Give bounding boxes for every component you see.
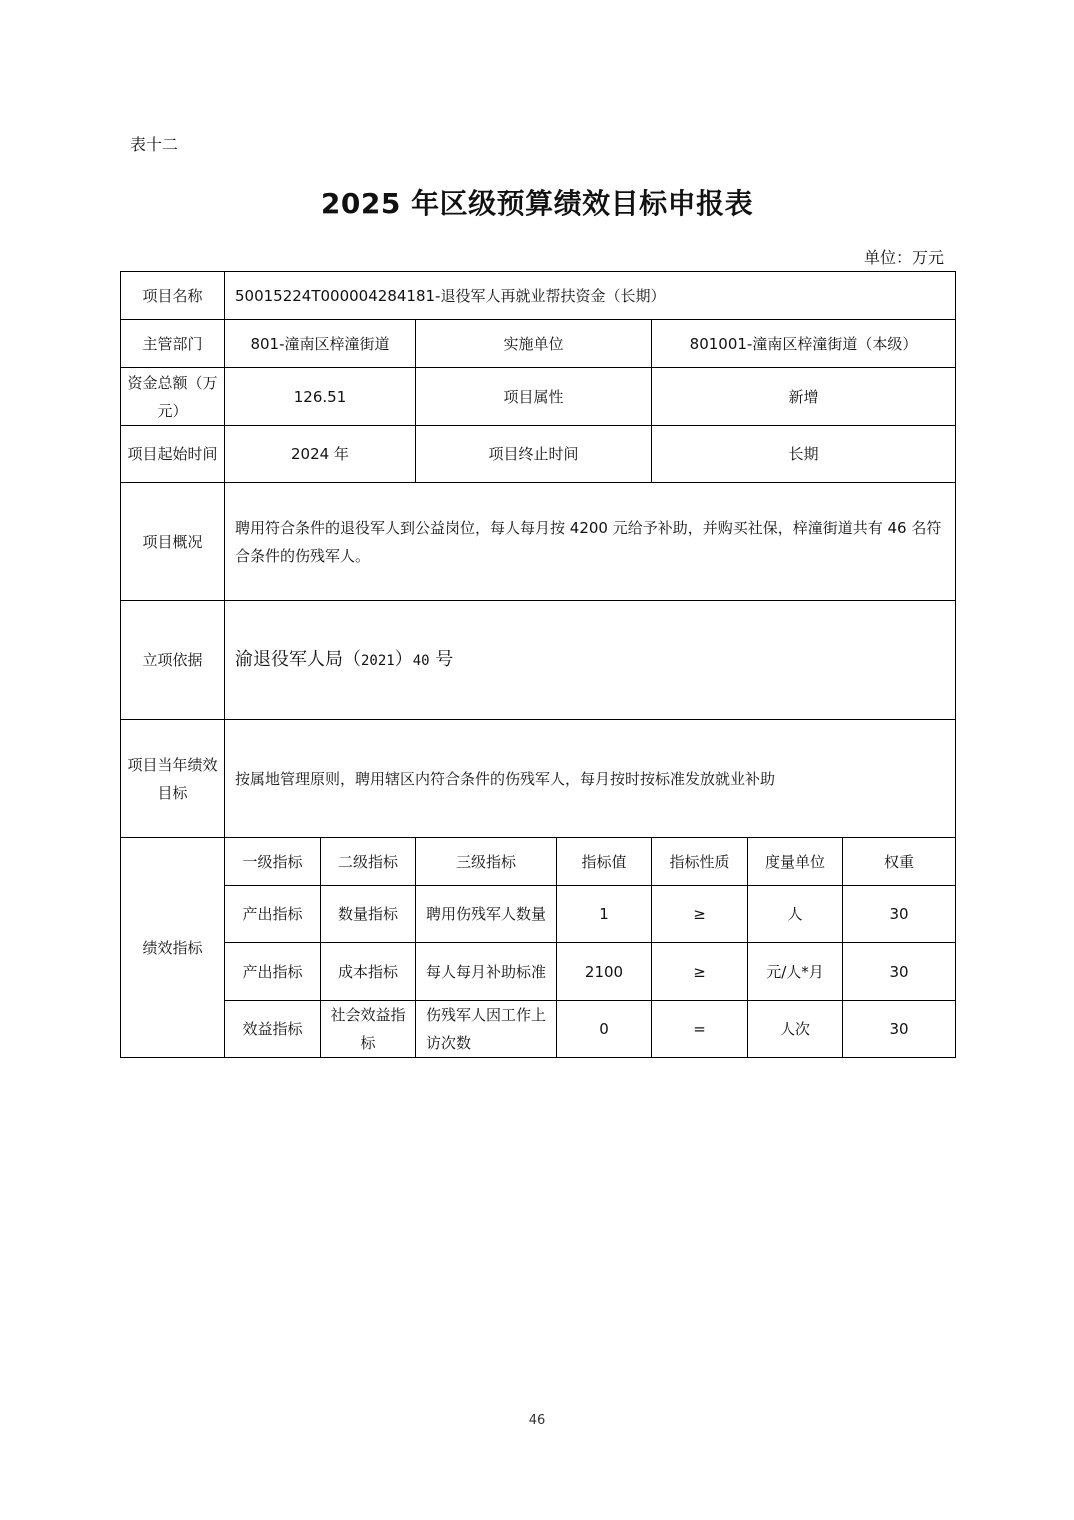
indicator-row [121,886,956,943]
project-attribute-value: 新增 [652,368,956,426]
indicator-value: 2100 [557,943,652,1001]
header-nature: 指标性质 [652,838,748,886]
indicator-level3: 伤残军人因工作上访次数 [416,1001,557,1058]
end-time-label: 项目终止时间 [416,426,652,483]
row-basis [121,601,956,720]
basis-label: 立项依据 [121,601,225,720]
start-time-value: 2024 年 [225,426,416,483]
indicator-weight: 30 [843,886,956,943]
indicator-unit: 人次 [748,1001,843,1058]
indicator-value: 0 [557,1001,652,1058]
performance-section-label: 绩效指标 [121,838,225,1058]
indicator-weight: 30 [843,1001,956,1058]
basis-value [225,601,956,720]
indicator-nature: = [652,1001,748,1058]
unit-note: 单位：万元 [863,248,944,267]
project-attribute-label: 项目属性 [416,368,652,426]
indicator-level1: 产出指标 [225,943,321,1001]
indicator-row [121,943,956,1001]
indicator-level1: 效益指标 [225,1001,321,1058]
overview-label: 项目概况 [121,483,225,601]
implementing-unit-label: 实施单位 [416,320,652,368]
department-label: 主管部门 [121,320,225,368]
row-funds [121,368,956,426]
department-value: 801-潼南区梓潼街道 [225,320,416,368]
indicator-row [121,1001,956,1058]
overview-value: 聘用符合条件的退役军人到公益岗位，每人每月按 4200 元给予补助，并购买社保，梓潼街道共有 46 名符合条件的伤残军人。 [225,483,956,601]
row-annual-goal [121,720,956,838]
indicator-level3: 每人每月补助标准 [416,943,557,1001]
indicator-nature: ≥ [652,943,748,1001]
header-level2: 二级指标 [321,838,416,886]
header-unit: 度量单位 [748,838,843,886]
annual-goal-value: 按属地管理原则，聘用辖区内符合条件的伤残军人，每月按时按标准发放就业补助 [225,720,956,838]
indicator-weight: 30 [843,943,956,1001]
row-period [121,426,956,483]
basis-suffix: 号 [429,648,454,670]
row-project-name [121,272,956,320]
end-time-value: 长期 [652,426,956,483]
indicator-unit: 元/人*月 [748,943,843,1001]
annual-goal-label: 项目当年绩效目标 [121,720,225,838]
indicator-level1: 产出指标 [225,886,321,943]
start-time-label: 项目起始时间 [121,426,225,483]
row-overview [121,483,956,601]
project-name-label: 项目名称 [121,272,225,320]
basis-number: 40 [412,652,430,669]
header-level3: 三级指标 [416,838,557,886]
total-funds-value: 126.51 [225,368,416,426]
implementing-unit-value: 801001-潼南区梓潼街道（本级） [652,320,956,368]
header-value: 指标值 [557,838,652,886]
header-level1: 一级指标 [225,838,321,886]
indicator-level2: 成本指标 [321,943,416,1001]
indicator-level2: 社会效益指标 [321,1001,416,1058]
basis-close: ） [394,648,413,670]
indicator-header-row [121,838,956,886]
table-label: 表十二 [130,135,179,154]
page-number: 46 [528,1413,546,1428]
row-department [121,320,956,368]
indicator-level2: 数量指标 [321,886,416,943]
total-funds-label: 资金总额（万元） [121,368,225,426]
document-title: 2025 年区级预算绩效目标申报表 [320,187,754,220]
basis-year: 2021 [361,652,395,669]
indicator-nature: ≥ [652,886,748,943]
basis-prefix: 渝退役军人局（ [235,648,361,670]
indicator-value: 1 [557,886,652,943]
project-name-value: 50015224T000004284181-退役军人再就业帮扶资金（长期） [225,272,956,320]
header-weight: 权重 [843,838,956,886]
indicator-level3: 聘用伤残军人数量 [416,886,557,943]
performance-report-table [120,271,956,1058]
indicator-unit: 人 [748,886,843,943]
